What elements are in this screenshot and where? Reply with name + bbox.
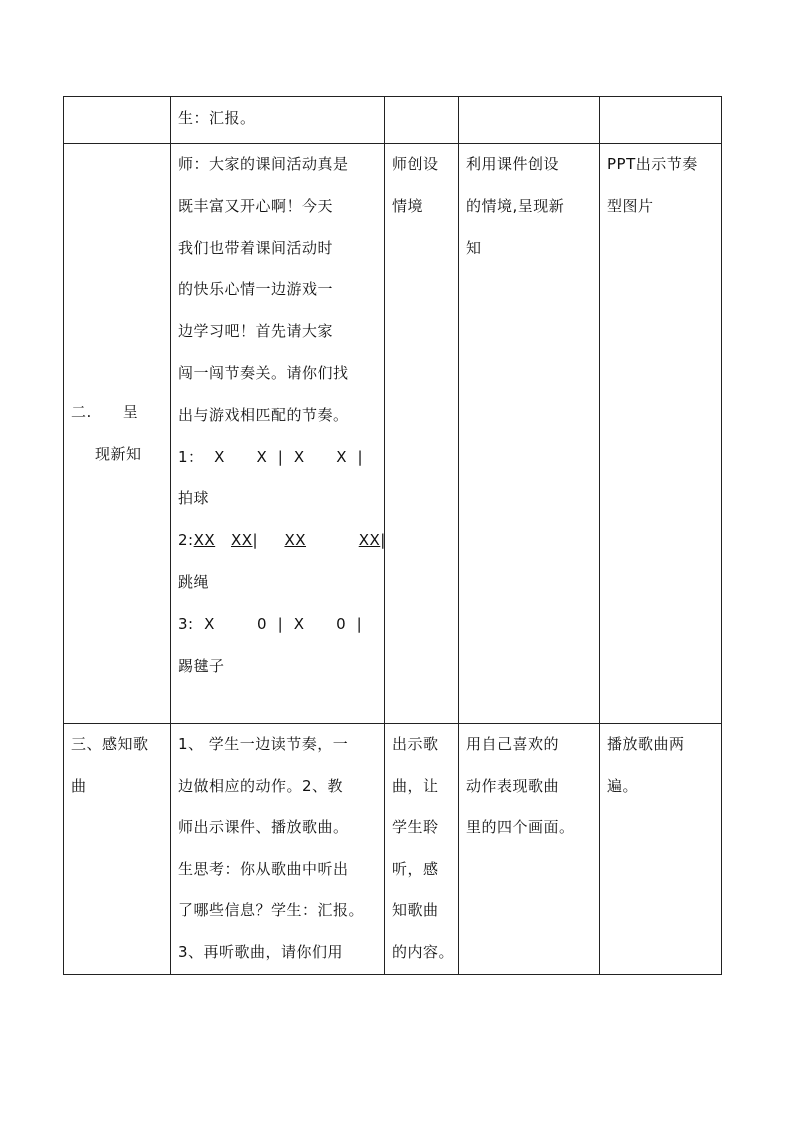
purpose-line: 里的四个画面。	[466, 818, 575, 837]
rhythm-label: 拍球	[178, 489, 210, 508]
lesson-plan-table	[63, 96, 722, 975]
media-line: 遍。	[607, 776, 639, 795]
teacher-line: 的内容。	[392, 942, 455, 961]
rhythm-note: XX	[193, 531, 216, 550]
purpose-line: 的情境,呈现新	[466, 196, 565, 215]
stage-label-line: 二. 呈	[71, 402, 139, 421]
media-line: 播放歌曲两	[607, 735, 685, 753]
rhythm-note: XX	[230, 531, 253, 550]
purpose-cell	[459, 144, 600, 724]
teacher-line: 出示歌	[392, 735, 439, 753]
stage-cell	[64, 97, 171, 144]
media-cell	[600, 144, 722, 724]
table-row	[64, 144, 722, 724]
teacher-line: 情境	[392, 196, 424, 215]
stage-cell	[64, 724, 171, 975]
rhythm-note: XX	[284, 531, 307, 550]
rhythm-line-2: 2:XX XX| XX XX|	[178, 531, 386, 550]
teacher-line: 听，感	[392, 859, 439, 878]
content-line: 了哪些信息？学生：汇报。	[178, 901, 365, 920]
content-line: 边学习吧！首先请大家	[178, 322, 334, 341]
content-line: 边做相应的动作。2、教	[178, 776, 344, 795]
stage-label-line: 现新知	[95, 444, 142, 463]
stage-cell	[64, 144, 171, 724]
teacher-line: 学生聆	[392, 818, 439, 837]
media-cell	[600, 724, 722, 975]
purpose-line: 动作表现歌曲	[466, 776, 560, 795]
content-line: 出与游戏相匹配的节奏。	[178, 405, 349, 424]
content-line: 师：大家的课间活动真是	[178, 155, 349, 173]
purpose-line: 知	[466, 238, 482, 257]
content-line: 师出示课件、播放歌曲。	[178, 818, 349, 837]
content-line: 既丰富又开心啊！今天	[178, 196, 334, 215]
purpose-cell	[459, 97, 600, 144]
rhythm-line-1: 1： X X | X X |	[178, 447, 364, 466]
media-line: PPT出示节奏	[607, 155, 698, 173]
stage-label-line: 曲	[71, 776, 87, 795]
purpose-line: 利用课件创设	[466, 155, 560, 173]
stage-label-line: 三、感知歌	[71, 735, 149, 753]
teacher-line: 曲，让	[392, 776, 439, 795]
rhythm-line-3: 3: X 0 | X 0 |	[178, 614, 363, 633]
table-row	[64, 97, 722, 144]
content-line: 生：汇报。	[178, 109, 256, 127]
rhythm-note: XX	[358, 531, 381, 550]
purpose-line: 用自己喜欢的	[466, 735, 560, 753]
teacher-line: 师创设	[392, 155, 439, 173]
rhythm-label: 跳绳	[178, 572, 210, 591]
content-line: 我们也带着课间活动时	[178, 238, 334, 257]
content-line: 生思考：你从歌曲中听出	[178, 859, 349, 878]
rhythm-prefix: 2:	[178, 531, 194, 550]
media-line: 型图片	[607, 196, 654, 215]
media-cell	[600, 97, 722, 144]
content-cell	[171, 724, 385, 975]
content-line: 闯一闯节奏关。请你们找	[178, 363, 349, 382]
content-line: 的快乐心情一边游戏一	[178, 280, 334, 299]
content-cell	[171, 97, 385, 144]
content-cell	[171, 144, 385, 724]
table-row	[64, 724, 722, 975]
purpose-cell	[459, 724, 600, 975]
teacher-cell	[385, 97, 459, 144]
teacher-cell	[385, 144, 459, 724]
rhythm-label: 踢毽子	[178, 656, 225, 675]
stage-label	[71, 392, 164, 476]
teacher-cell	[385, 724, 459, 975]
teacher-line: 知歌曲	[392, 901, 439, 920]
content-line: 3、再听歌曲，请你们用	[178, 942, 344, 961]
content-line: 1、 学生一边读节奏，一	[178, 735, 349, 753]
